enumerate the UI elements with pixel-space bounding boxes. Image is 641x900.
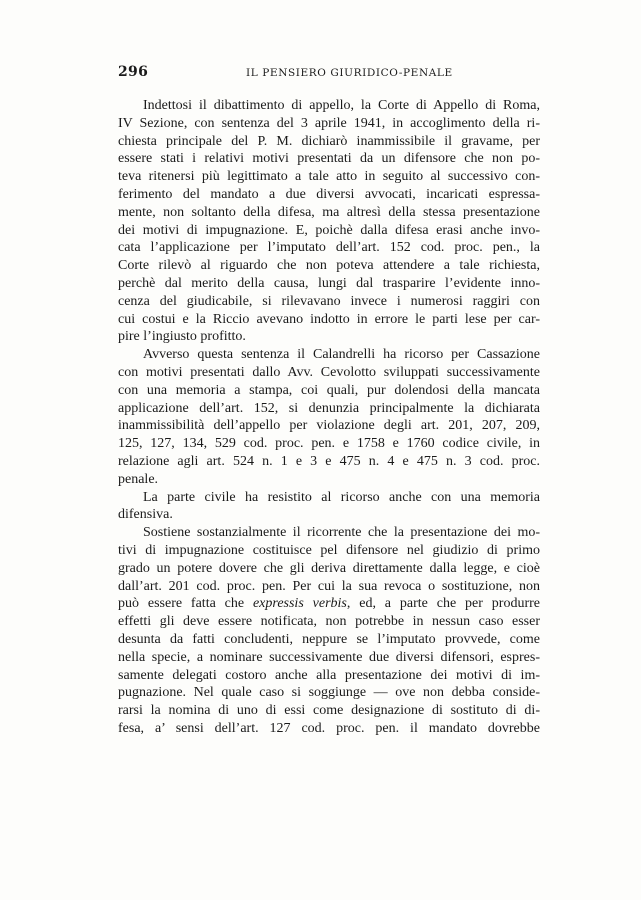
text-line: difensiva. xyxy=(118,507,173,523)
text-line: Indettosi il dibattimento di appello, la Corte di Appello di Roma, xyxy=(143,98,540,113)
text-line: dall’art. 201 cod. proc. pen. Per cui la sua revoca o sostituzione, non xyxy=(118,578,540,594)
text-line: pire l’ingiusto profitto. xyxy=(118,329,246,345)
text-line: cenza del giudicabile, si rilevavano invece i numerosi raggiri con xyxy=(118,293,540,309)
text-line: con una memoria a stampa, coi quali, pur dolendosi della mancata xyxy=(118,382,540,398)
running-head: IL PENSIERO GIURIDICO-PENALE xyxy=(246,67,453,79)
text-line: relazione agli art. 524 n. 1 e 3 e 475 n. 4 e 475 n. 3 cod. proc. xyxy=(118,453,540,469)
page-header xyxy=(118,64,538,86)
body-text xyxy=(118,97,540,738)
text-line xyxy=(118,595,540,613)
text-line: nella specie, a nominare successivamente due diversi difensori, espres- xyxy=(118,649,540,665)
text-line: essere stati i relativi motivi presentati da un difensore che non po- xyxy=(118,151,540,167)
text-line: fesa, a’ sensi dell’art. 127 cod. proc. pen. il mandato dovrebbe xyxy=(118,720,540,736)
text-line: applicazione dell’art. 152, si denunzia principalmente la dichiarata xyxy=(118,400,540,416)
text-line: grado un potere dovere che gli deriva direttamente dalla legge, e cioè xyxy=(118,560,540,576)
text-line: mente, non soltanto della difesa, ma altresì della stessa presentazione xyxy=(118,204,540,220)
text-line: ferimento del mandato a due diversi avvocati, incaricati espressa- xyxy=(118,186,540,202)
paragraph xyxy=(118,97,540,346)
text-line: cui costui e la Riccio avevano indotto in errore le parti lese per car- xyxy=(118,311,540,327)
italic-phrase: expressis verbis xyxy=(252,596,347,612)
paragraph xyxy=(118,524,540,738)
text-line: 125, 127, 134, 529 cod. proc. pen. e 1758 e 1760 codice civile, in xyxy=(118,436,540,452)
text-segment: , ed, a parte che per produrre xyxy=(346,596,540,612)
text-line: penale. xyxy=(118,471,159,487)
text-line: rarsi la nomina di uno di essi come designazione di sostituto di di- xyxy=(118,703,540,719)
text-line: tivi di impugnazione costituisce pel difensore nel giudizio di primo xyxy=(118,542,540,558)
text-line: teva ritenersi più legittimato a tale atto in seguito al successivo con- xyxy=(118,169,540,185)
text-line: La parte civile ha resistito al ricorso anche con una memoria xyxy=(143,489,540,505)
paragraph xyxy=(118,489,540,525)
text-line: Corte rilevò al riguardo che non poteva attendere a tale richiesta, xyxy=(118,258,540,274)
text-line: chiesta principale del P. M. dichiarò inammissibile il gravame, per xyxy=(118,133,540,149)
text-line: Avverso questa sentenza il Calandrelli ha ricorso per Cassazione xyxy=(143,347,540,363)
text-line: con motivi presentati dallo Avv. Cevolotto sviluppati successivamente xyxy=(118,364,540,380)
text-line: cata l’applicazione per l’imputato dell’art. 152 cod. proc. pen., la xyxy=(118,240,540,256)
text-line: perchè dal merito della causa, lungi dal trasparire l’evidente inno- xyxy=(118,275,540,291)
paragraph xyxy=(118,346,540,488)
text-line: samente delegati costoro anche alla presentazione dei motivi di im- xyxy=(118,667,540,683)
text-line: IV Sezione, con sentenza del 3 aprile 1941, in accoglimento della ri- xyxy=(118,115,540,131)
text-line: Sostiene sostanzialmente il ricorrente che la presentazione dei mo- xyxy=(143,525,540,541)
text-line: dei motivi di impugnazione. E, poichè dalla difesa erasi anche invo- xyxy=(118,222,540,238)
page-number: 296 xyxy=(118,64,149,80)
text-line: pugnazione. Nel quale caso si soggiunge — ove non debba conside- xyxy=(118,685,540,701)
text-line: effetti gli deve essere notificata, non potrebbe in nessun caso esser xyxy=(118,614,540,630)
text-line: desunta da fatti concludenti, neppure se l’imputato provvede, come xyxy=(118,631,540,647)
text-line: inammissibilità dell’appello per violazione degli art. 201, 207, 209, xyxy=(118,418,540,434)
text-segment: può essere fatta che xyxy=(118,596,253,612)
